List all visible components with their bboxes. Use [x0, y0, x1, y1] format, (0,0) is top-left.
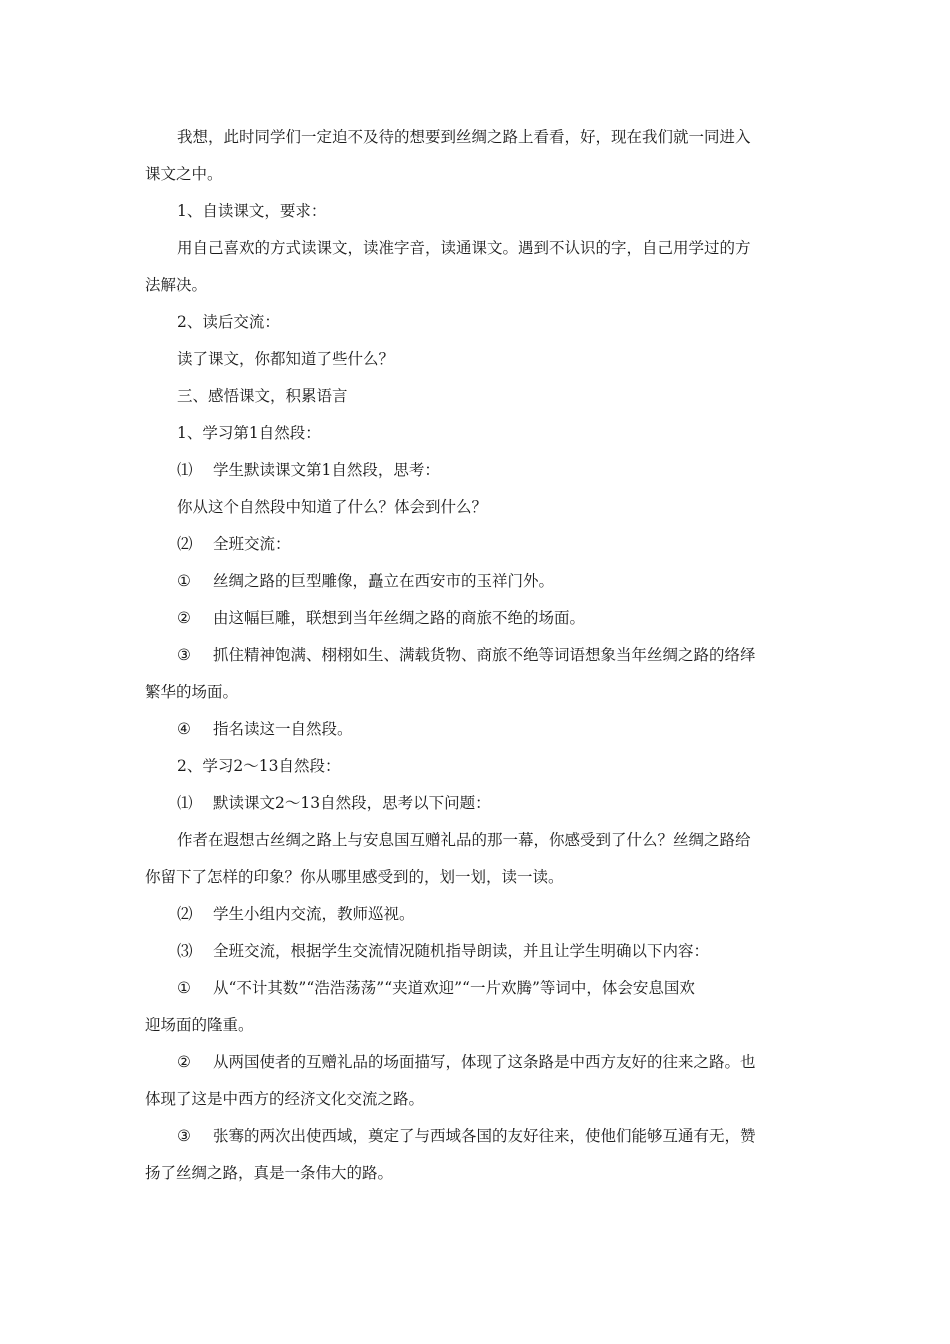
list-marker: ⑶ [177, 942, 193, 960]
text-line [145, 378, 805, 415]
text-line [145, 933, 805, 970]
list-marker: ① [177, 979, 191, 997]
text-line [145, 415, 805, 452]
text-line [145, 600, 805, 637]
text-line [145, 193, 805, 230]
list-marker: ① [177, 572, 191, 590]
line-text: 由这幅巨雕，联想到当年丝绸之路的商旅不绝的场面。 [213, 609, 586, 627]
line-text: 你留下了怎样的印象？你从哪里感受到的，划一划，读一读。 [145, 868, 564, 886]
text-line [145, 489, 805, 526]
line-text: 全班交流，根据学生交流情况随机指导朗读，并且让学生明确以下内容： [213, 942, 710, 960]
line-text: 从“不计其数”“浩浩荡荡”“夹道欢迎”“一片欢腾”等词中，体会安息国欢 [213, 979, 695, 997]
line-text: 读了课文，你都知道了些什么？ [177, 350, 395, 368]
text-line [145, 304, 805, 341]
line-text: 法解决。 [145, 276, 208, 294]
text-line [145, 1007, 805, 1044]
list-marker: ④ [177, 720, 191, 738]
text-line [145, 748, 805, 785]
line-text: 繁华的场面。 [145, 683, 239, 701]
text-line [145, 526, 805, 563]
text-line [145, 452, 805, 489]
document-body [145, 119, 805, 1192]
text-line [145, 896, 805, 933]
line-text: 作者在遐想古丝绸之路上与安息国互赠礼品的那一幕，你感受到了什么？丝绸之路给 [177, 831, 751, 849]
line-text: 扬了丝绸之路，真是一条伟大的路。 [145, 1164, 394, 1182]
text-line [145, 859, 805, 896]
list-marker: ⑴ [177, 461, 193, 479]
line-text: 1、学习第1自然段： [177, 424, 321, 442]
text-line [145, 1044, 805, 1081]
line-text: 迎场面的隆重。 [145, 1016, 254, 1034]
line-text: 抓住精神饱满、栩栩如生、满载货物、商旅不绝等词语想象当年丝绸之路的络绎 [213, 646, 756, 664]
line-text: 1、自读课文，要求： [177, 202, 327, 220]
list-marker: ② [177, 1053, 191, 1071]
line-text: 学生默读课文第1自然段，思考： [213, 461, 440, 479]
text-line [145, 119, 805, 156]
list-marker: ⑴ [177, 794, 193, 812]
text-line [145, 637, 805, 674]
text-line [145, 711, 805, 748]
line-text: 三、感悟课文，积累语言 [177, 387, 348, 405]
line-text: 我想，此时同学们一定迫不及待的想要到丝绸之路上看看，好，现在我们就一同进入 [177, 128, 751, 146]
text-line [145, 785, 805, 822]
list-marker: ③ [177, 1127, 191, 1145]
text-line [145, 822, 805, 859]
line-text: 2、学习2～13自然段： [177, 757, 341, 775]
text-line [145, 1118, 805, 1155]
text-line [145, 230, 805, 267]
text-line [145, 674, 805, 711]
line-text: 用自己喜欢的方式读课文，读准字音，读通课文。遇到不认识的字，自己用学过的方 [177, 239, 751, 257]
text-line [145, 341, 805, 378]
list-marker: ② [177, 609, 191, 627]
line-text: 课文之中。 [145, 165, 223, 183]
list-marker: ⑵ [177, 535, 193, 553]
line-text: 指名读这一自然段。 [213, 720, 353, 738]
line-text: 从两国使者的互赠礼品的场面描写，体现了这条路是中西方友好的往来之路。也 [213, 1053, 756, 1071]
line-text: 你从这个自然段中知道了什么？体会到什么？ [177, 498, 488, 516]
text-line [145, 156, 805, 193]
line-text: 丝绸之路的巨型雕像，矗立在西安市的玉祥门外。 [213, 572, 555, 590]
list-marker: ③ [177, 646, 191, 664]
text-line [145, 1081, 805, 1118]
line-text: 2、读后交流： [177, 313, 280, 331]
text-line [145, 267, 805, 304]
line-text: 张骞的两次出使西域，奠定了与西域各国的友好往来，使他们能够互通有无，赞 [213, 1127, 756, 1145]
line-text: 全班交流： [213, 535, 291, 553]
line-text: 体现了这是中西方的经济文化交流之路。 [145, 1090, 425, 1108]
text-line [145, 1155, 805, 1192]
text-line [145, 970, 805, 1007]
line-text: 默读课文2～13自然段，思考以下问题： [213, 794, 491, 812]
line-text: 学生小组内交流，教师巡视。 [213, 905, 415, 923]
list-marker: ⑵ [177, 905, 193, 923]
text-line [145, 563, 805, 600]
